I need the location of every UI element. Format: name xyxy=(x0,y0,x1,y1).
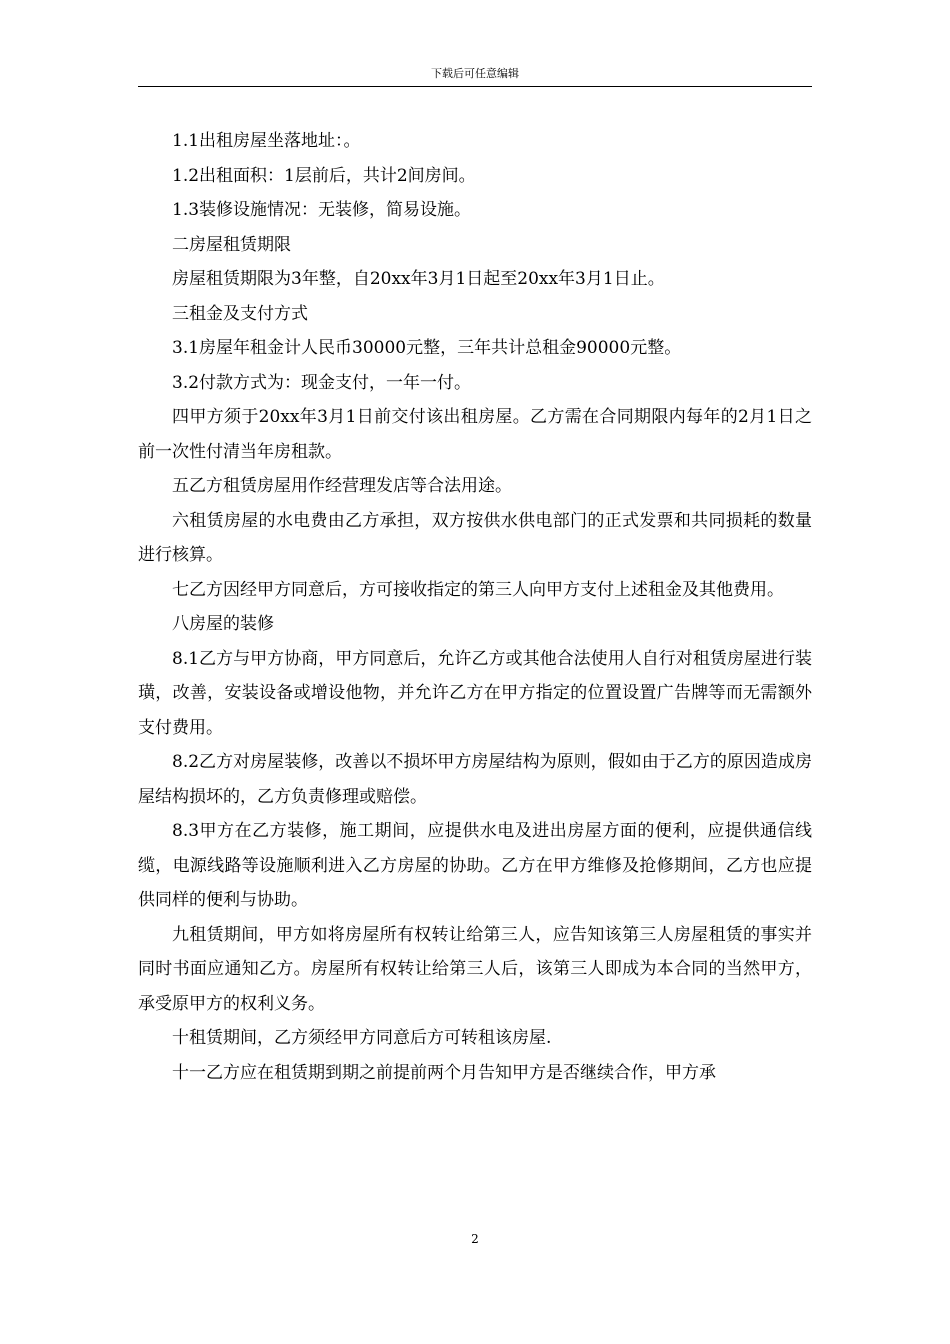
paragraph-3-2: 3.2付款方式为：现金支付，一年一付。 xyxy=(172,372,472,393)
paragraph-10: 十租赁期间，乙方须经甲方同意后方可转租该房屋. xyxy=(172,1028,552,1048)
header-divider xyxy=(138,86,812,87)
paragraph-7: 七乙方因经甲方同意后，方可接收指定的第三人向甲方支付上述租金及其他费用。 xyxy=(172,579,784,600)
paragraph-8-1: 8.1乙方与甲方协商，甲方同意后，允许乙方或其他合法使用人自行对租赁房屋进行装璜，改善，安装设备或增设他物，并允许乙方在甲方指定的位置设置广告牌等而无需额外支付费用。 xyxy=(138,648,812,738)
paragraph-5: 五乙方租赁房屋用作经营理发店等合法用途。 xyxy=(172,476,512,496)
paragraph-6: 六租赁房屋的水电费由乙方承担，双方按供水供电部门的正式发票和共同损耗的数量进行核算。 xyxy=(138,510,812,565)
section-heading-8: 八房屋的装修 xyxy=(172,614,274,634)
paragraph-8-2: 8.2乙方对房屋装修，改善以不损坏甲方房屋结构为原则，假如由于乙方的原因造成房屋结构损坏的，乙方负责修理或赔偿。 xyxy=(138,752,812,807)
paragraph-3-1: 3.1房屋年租金计人民币30000元整，三年共计总租金90000元整。 xyxy=(172,338,682,358)
paragraph-11: 十一乙方应在租赁期到期之前提前两个月告知甲方是否继续合作，甲方承 xyxy=(172,1062,716,1083)
paragraph-1-1: 1.1出租房屋坐落地址：。 xyxy=(172,131,361,151)
paragraph-lease-term: 房屋租赁期限为3年整，自20xx年3月1日起至20xx年3月1日止。 xyxy=(172,269,665,289)
section-heading-3: 三租金及支付方式 xyxy=(172,303,308,324)
page-header: 下载后可任意编辑 xyxy=(431,67,519,80)
paragraph-1-2: 1.2出租面积：1层前后，共计2间房间。 xyxy=(172,165,476,186)
document-body xyxy=(138,124,812,1090)
paragraph-9: 九租赁期间，甲方如将房屋所有权转让给第三人，应告知该第三人房屋租赁的事实并同时书面应通知乙方。房屋所有权转让给第三人后，该第三人即成为本合同的当然甲方，承受原甲方的权利义务。 xyxy=(138,924,812,1014)
section-heading-2: 二房屋租赁期限 xyxy=(172,234,291,255)
paragraph-4: 四甲方须于20xx年3月1日前交付该出租房屋。乙方需在合同期限内每年的2月1日之前一次性付清当年房租款。 xyxy=(138,407,812,462)
page-number: 2 xyxy=(471,1232,479,1246)
paragraph-1-3: 1.3装修设施情况：无装修，简易设施。 xyxy=(172,200,472,220)
paragraph-8-3: 8.3甲方在乙方装修，施工期间，应提供水电及进出房屋方面的便利，应提供通信线缆，电源线路等设施顺利进入乙方房屋的协助。乙方在甲方维修及抢修期间，乙方也应提供同样的便利与协助。 xyxy=(138,821,812,910)
